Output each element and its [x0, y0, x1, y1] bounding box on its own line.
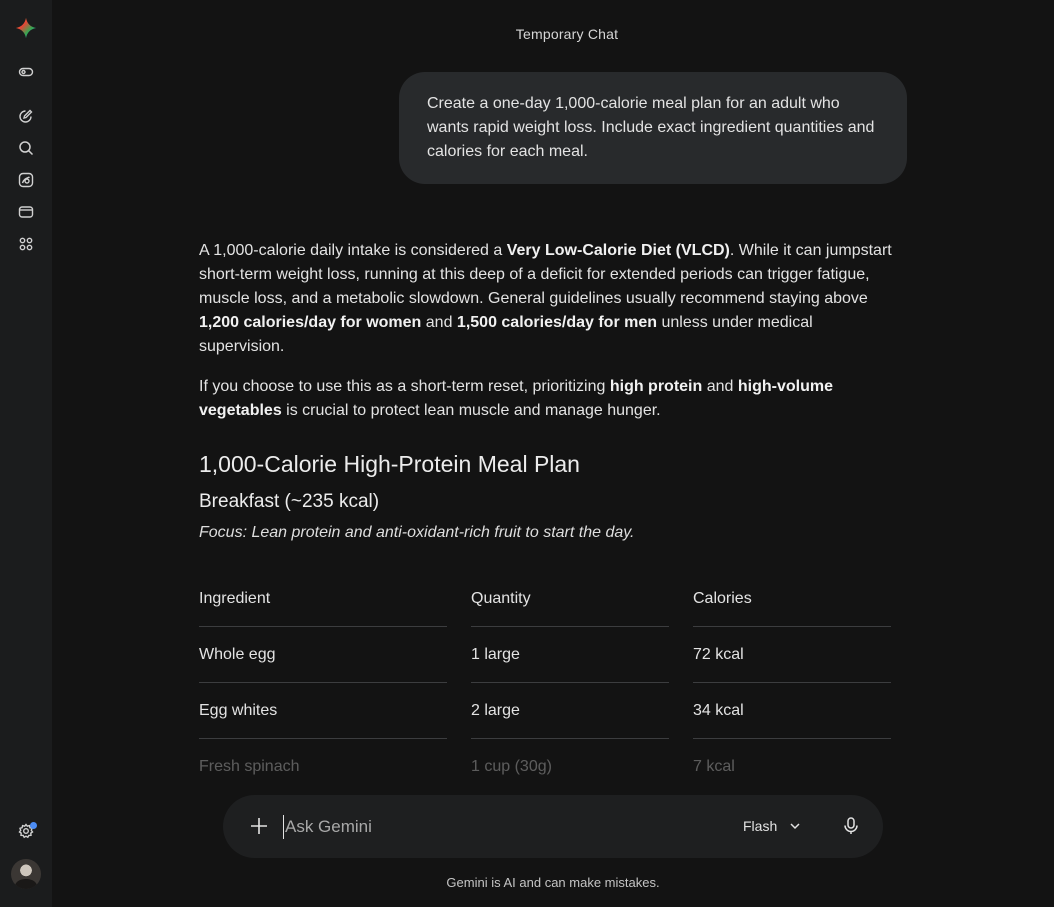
response-paragraph-1: A 1,000-calorie daily intake is considered a Very Low-Calorie Diet (VLCD). While it can jumpstart short-term weight loss, running at this deep of a deficit for extended periods can trigger fatigue, muscle loss, and a metabolic slowdown. General guidelines usually recommend staying above 1,200 calories/day for women and 1,500 calories/day for men unless under medical supervision.: [199, 242, 892, 355]
avatar[interactable]: [11, 859, 41, 889]
gems-icon[interactable]: [10, 164, 42, 196]
table-cell: 1 large: [471, 627, 669, 683]
plus-icon: [249, 816, 269, 836]
table-cell: 7 kcal: [693, 739, 891, 794]
column-header: Calories: [693, 571, 891, 627]
table-row: [199, 683, 891, 739]
prompt-composer: [223, 795, 883, 858]
sidebar: [0, 0, 52, 907]
prompt-input[interactable]: [283, 815, 683, 839]
column-header: Ingredient: [199, 571, 447, 627]
column-header: Quantity: [471, 571, 669, 627]
table-cell: 2 large: [471, 683, 669, 739]
breakfast-table: [199, 571, 891, 794]
chevron-down-icon: [789, 820, 801, 832]
response-paragraph-2: If you choose to use this as a short-term reset, prioritizing high protein and high-volume vegetables is crucial to protect lean muscle and manage hunger.: [199, 378, 833, 419]
model-response: [199, 239, 899, 794]
temporary-chat-toggle-icon[interactable]: [10, 56, 42, 88]
settings-button[interactable]: [10, 815, 42, 847]
plan-heading: 1,000-Calorie High-Protein Meal Plan: [199, 451, 580, 477]
table-row: [199, 627, 891, 683]
table-cell: Egg whites: [199, 683, 447, 739]
apps-icon[interactable]: [10, 228, 42, 260]
table-cell: Whole egg: [199, 627, 447, 683]
new-chat-icon[interactable]: [10, 100, 42, 132]
breakfast-focus: Focus: Lean protein and anti-oxidant-rich fruit to start the day.: [199, 524, 635, 541]
library-icon[interactable]: [10, 196, 42, 228]
table-cell: Fresh spinach: [199, 739, 447, 794]
table-row: [199, 739, 891, 794]
notification-dot: [30, 822, 37, 829]
add-attachment-button[interactable]: [245, 812, 273, 840]
breakfast-heading: Breakfast (~235 kcal): [199, 491, 380, 512]
table-cell: 72 kcal: [693, 627, 891, 683]
table-cell: 1 cup (30g): [471, 739, 669, 794]
microphone-icon: [843, 817, 859, 835]
table-cell: 34 kcal: [693, 683, 891, 739]
microphone-button[interactable]: [837, 812, 865, 840]
page-title: Temporary Chat: [515, 26, 619, 42]
user-message-bubble: [399, 72, 907, 184]
search-icon[interactable]: [10, 132, 42, 164]
model-selector[interactable]: [743, 813, 801, 839]
table-header-row: [199, 571, 891, 627]
model-label: Flash: [743, 818, 778, 834]
disclaimer-text: Gemini is AI and can make mistakes.: [446, 875, 660, 890]
user-message-text: Create a one-day 1,000-calorie meal plan for an adult who wants rapid weight loss. Include exact ingredient quantities and calories for each meal.: [427, 95, 875, 160]
